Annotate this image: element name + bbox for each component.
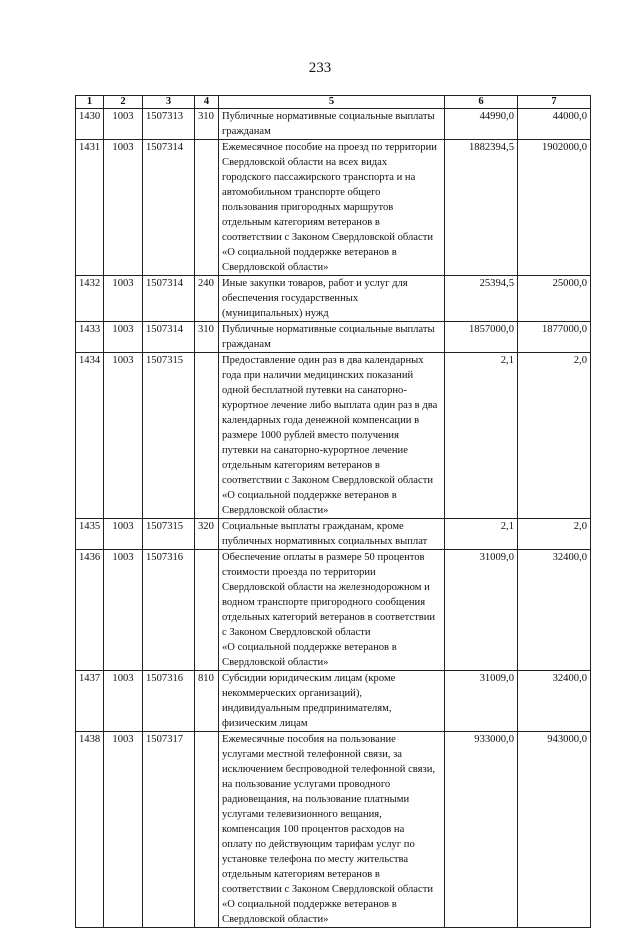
amount-col6: 2,1 — [445, 353, 518, 519]
amount-col6: 1882394,5 — [445, 140, 518, 276]
header-cell: 2 — [104, 96, 143, 109]
table-row — [76, 671, 591, 732]
item-name-line: публичных нормативных социальных выплат — [222, 536, 428, 547]
page-number: 233 — [308, 60, 332, 76]
amount-col7: 32400,0 — [518, 550, 591, 671]
item-name — [219, 109, 445, 140]
item-name-line: некоммерческих организаций), — [222, 688, 363, 699]
table-row — [76, 519, 591, 550]
row-number: 1430 — [76, 109, 104, 140]
item-name — [219, 322, 445, 353]
item-name-line: размере 1000 рублей вместо получения — [222, 430, 399, 441]
item-name-line: Свердловской области» — [222, 505, 329, 516]
table-row — [76, 550, 591, 671]
section-code: 1003 — [104, 671, 143, 732]
item-name-line: отдельных категорий ветеранов в соответствии — [222, 612, 436, 623]
item-name-line: отдельным категориям ветеранов в — [222, 869, 380, 880]
expense-type-code: 320 — [195, 519, 219, 550]
item-name-line: Ежемесячное пособие на проезд по территории — [222, 142, 437, 153]
row-number: 1433 — [76, 322, 104, 353]
article-code: 1507315 — [143, 353, 195, 519]
article-code: 1507314 — [143, 276, 195, 322]
amount-col7: 25000,0 — [518, 276, 591, 322]
item-name-line: индивидуальным предпринимателям, — [222, 703, 392, 714]
table-row — [76, 140, 591, 276]
item-name-line: обеспечения государственных — [222, 293, 359, 304]
item-name-line: Ежемесячные пособия на пользование — [222, 734, 396, 745]
table-row — [76, 276, 591, 322]
item-name-line: «О социальной поддержке ветеранов в — [222, 490, 397, 501]
item-name-line: Социальные выплаты гражданам, кроме — [222, 521, 404, 532]
item-name-line: Свердловской области на всех видах — [222, 157, 388, 168]
item-name-line: компенсация 100 процентов расходов на — [222, 824, 405, 835]
item-name-line: Предоставление один раз в два календарных — [222, 355, 424, 366]
item-name-line: оплату по действующим тарифам услуг по — [222, 839, 415, 850]
item-name — [219, 550, 445, 671]
amount-col7: 943000,0 — [518, 732, 591, 928]
item-name-line: «О социальной поддержке ветеранов в — [222, 642, 397, 653]
expense-type-code — [195, 732, 219, 928]
item-name-line: Свердловской области на железнодорожном и — [222, 582, 430, 593]
item-name — [219, 671, 445, 732]
article-code: 1507313 — [143, 109, 195, 140]
amount-col7: 1877000,0 — [518, 322, 591, 353]
expense-type-code — [195, 140, 219, 276]
amount-col7: 2,0 — [518, 519, 591, 550]
row-number: 1436 — [76, 550, 104, 671]
header-cell: 5 — [219, 96, 445, 109]
expense-type-code — [195, 353, 219, 519]
table-row — [76, 109, 591, 140]
item-name-line: (муниципальных) нужд — [222, 308, 329, 319]
row-number: 1437 — [76, 671, 104, 732]
amount-col7: 32400,0 — [518, 671, 591, 732]
item-name — [219, 732, 445, 928]
section-code: 1003 — [104, 550, 143, 671]
amount-col6: 31009,0 — [445, 671, 518, 732]
section-code: 1003 — [104, 732, 143, 928]
expense-type-code: 310 — [195, 322, 219, 353]
item-name-line: отдельным категориям ветеранов в — [222, 460, 380, 471]
item-name-line: пользования пригородных маршрутов — [222, 202, 394, 213]
article-code: 1507316 — [143, 671, 195, 732]
amount-col7: 44000,0 — [518, 109, 591, 140]
item-name-line: Свердловской области» — [222, 262, 329, 273]
item-name-line: Обеспечение оплаты в размере 50 процентов — [222, 552, 425, 563]
table-row — [76, 353, 591, 519]
row-number: 1435 — [76, 519, 104, 550]
header-cell: 7 — [518, 96, 591, 109]
row-number: 1434 — [76, 353, 104, 519]
amount-col7: 1902000,0 — [518, 140, 591, 276]
table-body — [76, 109, 591, 928]
item-name — [219, 140, 445, 276]
item-name-line: путевки на санаторно-курортное лечение — [222, 445, 408, 456]
header-cell: 1 — [76, 96, 104, 109]
item-name-line: соответствии с Законом Свердловской области — [222, 232, 434, 243]
item-name-line: «О социальной поддержке ветеранов в — [222, 899, 397, 910]
amount-col6: 44990,0 — [445, 109, 518, 140]
item-name-line: соответствии с Законом Свердловской области — [222, 884, 434, 895]
section-code: 1003 — [104, 519, 143, 550]
amount-col6: 25394,5 — [445, 276, 518, 322]
item-name-line: «О социальной поддержке ветеранов в — [222, 247, 397, 258]
table-row — [76, 322, 591, 353]
header-cell: 6 — [445, 96, 518, 109]
item-name — [219, 276, 445, 322]
item-name-line: Публичные нормативные социальные выплаты — [222, 111, 435, 122]
item-name-line: водном транспорте пригородного сообщения — [222, 597, 426, 608]
section-code: 1003 — [104, 276, 143, 322]
section-code: 1003 — [104, 109, 143, 140]
item-name-line: соответствии с Законом Свердловской области — [222, 475, 434, 486]
item-name — [219, 519, 445, 550]
item-name-line: городского пассажирского транспорта и на — [222, 172, 416, 183]
item-name-line: Субсидии юридическим лицам (кроме — [222, 673, 396, 684]
item-name-line: гражданам — [222, 339, 271, 350]
amount-col6: 2,1 — [445, 519, 518, 550]
item-name — [219, 353, 445, 519]
expense-type-code: 240 — [195, 276, 219, 322]
item-name-line: Публичные нормативные социальные выплаты — [222, 324, 435, 335]
item-name-line: услугами телевизионного вещания, — [222, 809, 382, 820]
item-name-line: Свердловской области» — [222, 914, 329, 925]
header-row — [76, 96, 591, 109]
article-code: 1507314 — [143, 140, 195, 276]
item-name-line: на пользование услугами проводного — [222, 779, 391, 790]
table-row — [76, 732, 591, 928]
expense-type-code — [195, 550, 219, 671]
item-name-line: радиовещания, на пользование платными — [222, 794, 410, 805]
item-name-line: курортное лечение либо выплата один раз в два — [222, 400, 438, 411]
article-code: 1507315 — [143, 519, 195, 550]
amount-col6: 933000,0 — [445, 732, 518, 928]
item-name-line: автомобильном транспорте общего — [222, 187, 381, 198]
amount-col6: 31009,0 — [445, 550, 518, 671]
section-code: 1003 — [104, 353, 143, 519]
item-name-line: стоимости проезда по территории — [222, 567, 376, 578]
item-name-line: календарных года денежной компенсации в — [222, 415, 420, 426]
article-code: 1507314 — [143, 322, 195, 353]
header-cell: 4 — [195, 96, 219, 109]
amount-col7: 2,0 — [518, 353, 591, 519]
expense-type-code: 310 — [195, 109, 219, 140]
item-name-line: физическим лицам — [222, 718, 308, 729]
budget-table — [75, 95, 591, 928]
expense-type-code: 810 — [195, 671, 219, 732]
item-name-line: одной бесплатной путевки на санаторно- — [222, 385, 407, 396]
item-name-line: Свердловской области» — [222, 657, 329, 668]
item-name-line: установке телефона по месту жительства — [222, 854, 409, 865]
row-number: 1438 — [76, 732, 104, 928]
article-code: 1507317 — [143, 732, 195, 928]
row-number: 1432 — [76, 276, 104, 322]
section-code: 1003 — [104, 140, 143, 276]
item-name-line: года при наличии медицинских показаний — [222, 370, 414, 381]
article-code: 1507316 — [143, 550, 195, 671]
section-code: 1003 — [104, 322, 143, 353]
item-name-line: Иные закупки товаров, работ и услуг для — [222, 278, 408, 289]
item-name-line: отдельным категориям ветеранов в — [222, 217, 380, 228]
amount-col6: 1857000,0 — [445, 322, 518, 353]
item-name-line: исключением беспроводной телефонной связи, — [222, 764, 436, 775]
item-name-line: услугами местной телефонной связи, за — [222, 749, 402, 760]
header-cell: 3 — [143, 96, 195, 109]
item-name-line: гражданам — [222, 126, 271, 137]
item-name-line: с Законом Свердловской области — [222, 627, 371, 638]
row-number: 1431 — [76, 140, 104, 276]
